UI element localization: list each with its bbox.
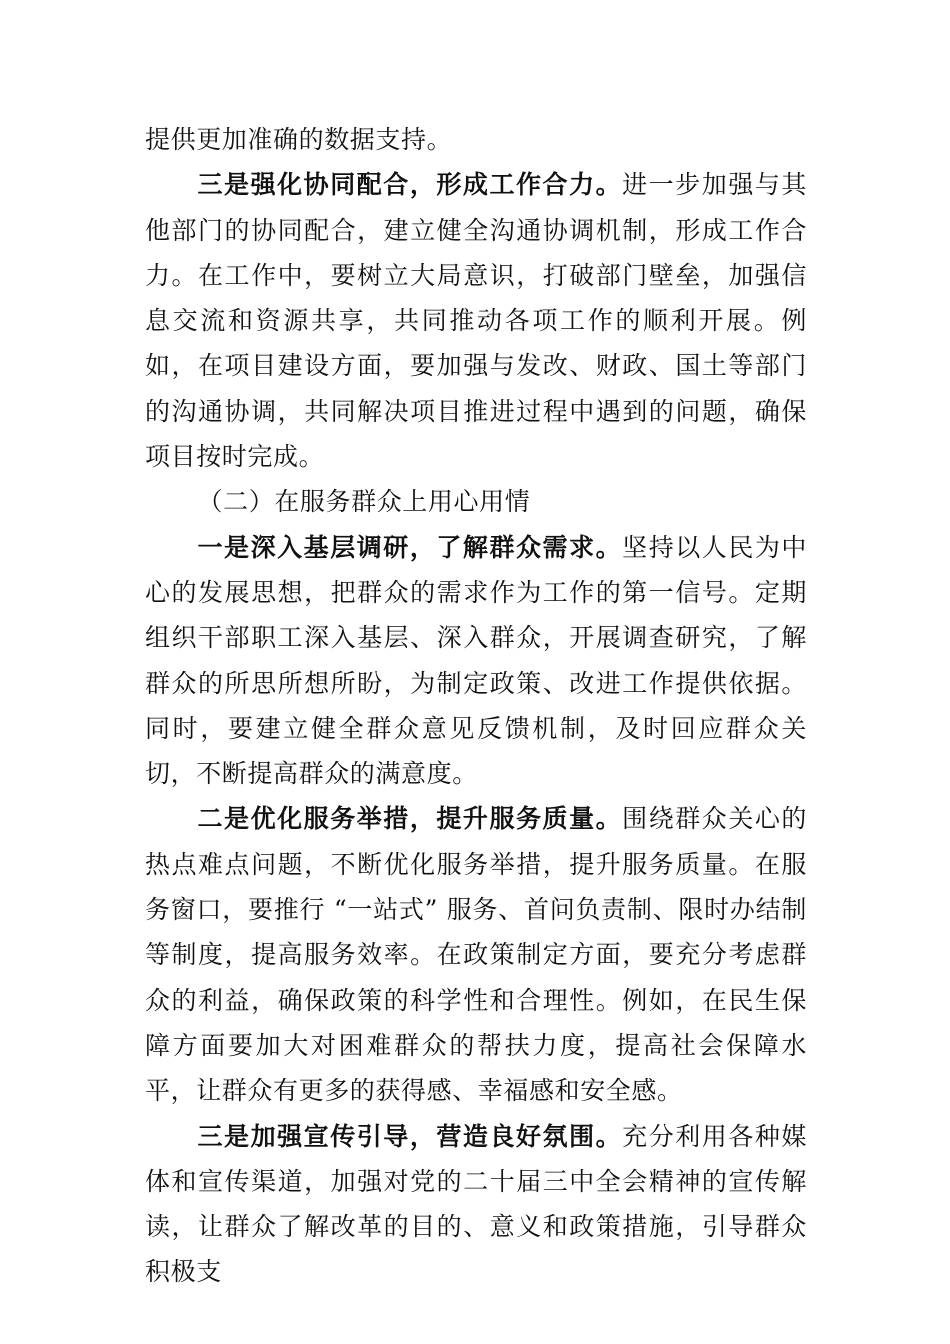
document-body <box>145 117 807 1295</box>
paragraph-text: 坚持以人民为中心的发展思想，把群众的需求作为工作的第一信号。定期组织干部职工深入基层、深入群众，开展调查研究，了解群众的所思所想所盼，为制定政策、改进工作提供依据。同时，要建立健全群众意见反馈机制，及时回应群众关切，不断提高群众的满意度。 <box>145 532 807 789</box>
paragraph-lead: 二是优化服务举措，提升服务质量。 <box>197 804 623 834</box>
paragraph-text: 进一步加强与其他部门的协同配合，建立健全沟通协调机制，形成工作合力。在工作中，要树立大局意识，打破部门壁垒，加强信息交流和资源共享，共同推动各项工作的顺利开展。例如，在项目建设方面，要加强与发改、财政、国土等部门的沟通协调，共同解决项目推进过程中遇到的问题，确保项目按时完成。 <box>145 170 807 472</box>
paragraph-lead: 一是深入基层调研，了解群众需求。 <box>197 532 623 562</box>
paragraph-lead: 三是加强宣传引导，营造良好氛围。 <box>197 1121 623 1151</box>
paragraph-collaboration <box>145 162 807 479</box>
paragraph-text: 围绕群众关心的热点难点问题，不断优化服务举措，提升服务质量。在服务窗口，要推行 “一站式” 服务、首问负责制、限时办结制等制度，提高服务效率。在政策制定方面，要充分考虑群众的利益，确保政策的科学性和合理性。例如，在民生保障方面要加大对困难群众的帮扶力度，提高社会保障水平，让群众有更多的获得感、幸福感和安全感。 <box>145 804 807 1106</box>
paragraph-research <box>145 525 807 797</box>
section-heading <box>145 479 807 524</box>
paragraph-text: 充分利用各种媒体和宣传渠道，加强对党的二十届三中全会精神的宣传解读，让群众了解改革的目的、意义和政策措施，引导群众积极支 <box>145 1121 807 1287</box>
paragraph-text: 提供更加准确的数据支持。 <box>145 125 453 154</box>
paragraph-service <box>145 796 807 1113</box>
section-heading-text: （二）在服务群众上用心用情 <box>197 487 531 517</box>
paragraph-lead: 三是强化协同配合，形成工作合力。 <box>197 170 623 200</box>
paragraph-continuation <box>145 117 807 162</box>
paragraph-publicity <box>145 1114 807 1295</box>
